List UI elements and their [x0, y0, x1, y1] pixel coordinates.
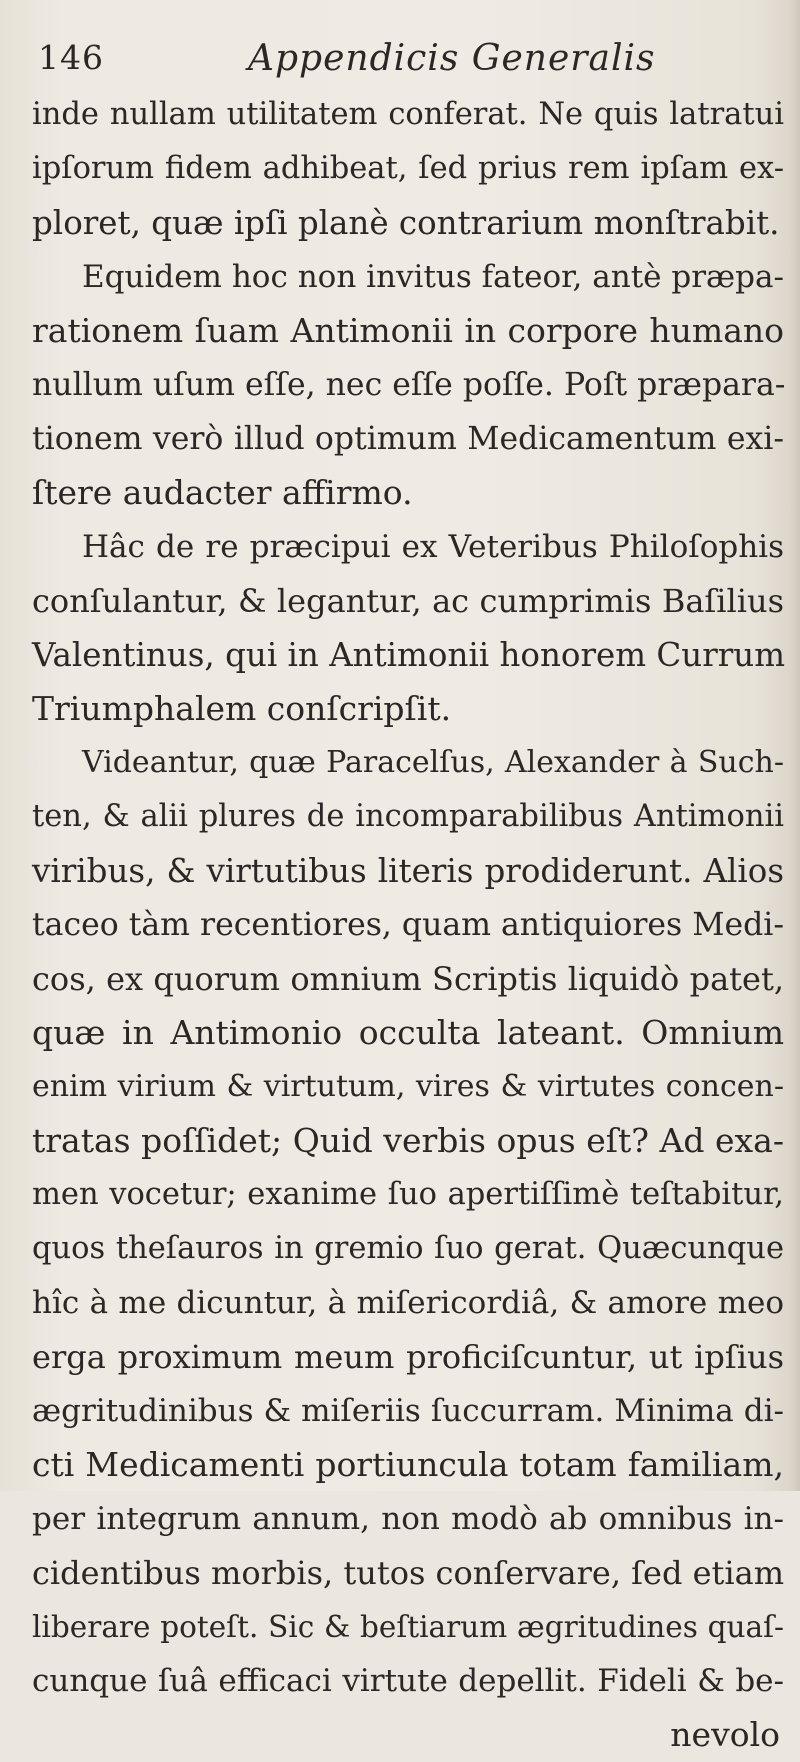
text-line: cti Medicamenti portiuncula totam familiam, [32, 1445, 784, 1484]
text-line: liberare poteſt. Sic & beſtiarum ægritudines quaſ- [32, 1610, 784, 1644]
text-line: nevolo [670, 1715, 780, 1754]
text-line: ten, & alii plures de incomparabilibus Antimonii [32, 799, 784, 834]
text-line: ſtere audacter affirmo. [32, 473, 413, 512]
text-line: Hâc de re præcipui ex Veteribus Philoſophis [82, 529, 784, 565]
text-line: tionem verò illud optimum Medicamentum exi- [32, 421, 784, 457]
text-line: Equidem hoc non invitus fateor, antè præpa- [82, 259, 784, 295]
text-line: hîc à me dicuntur, à miſericordiâ, & amore meo [32, 1285, 784, 1321]
running-head: Appendicis Generalis [248, 38, 656, 79]
text-line: taceo tàm recentiores, quam antiquiores Medi- [32, 907, 784, 943]
text-line: inde nullam utilitatem conferat. Ne quis latratui [32, 97, 784, 132]
body-text [32, 88, 784, 1762]
text-line: cunque ſuâ efficaci virtute depellit. Fideli & be- [32, 1663, 784, 1699]
text-line: ploret, quæ ipſi planè contrarium monſtrabit. [32, 204, 780, 242]
text-line: tratas poſſidet; Quid verbis opus eſt? Ad exa- [32, 1121, 784, 1160]
text-line: cidentibus morbis, tutos conſervare, ſed etiam [32, 1554, 785, 1592]
text-line: Videantur, quæ Paracelſus, Alexander à Such- [82, 745, 784, 780]
page-edge-shadow [790, 0, 800, 1491]
text-line: per integrum annum, non modò ab omnibus in- [32, 1501, 784, 1537]
text-line: ipſorum fidem adhibeat, ſed prius rem ipſam ex- [32, 151, 784, 186]
text-line: cos, ex quorum omnium Scriptis liquidò patet, [32, 960, 784, 998]
text-line: erga proximum meum proficiſcuntur, ut ipſius [32, 1338, 784, 1376]
text-line: nullum uſum eſſe, nec eſſe poſſe. Poſt præpara- [32, 367, 786, 403]
text-line: quæ in Antimonio occulta lateant. Omnium [32, 1013, 784, 1052]
page-header [38, 38, 770, 88]
text-line: quos theſauros in gremio ſuo gerat. Quæcunque [32, 1231, 784, 1266]
text-line: Valentinus, qui in Antimonii honorem Currum [32, 636, 786, 674]
text-line: conſulantur, & legantur, ac cumprimis Baſilius [32, 582, 784, 620]
text-line: viribus, & virtutibus literis prodiderunt. Alios [32, 852, 784, 890]
text-line: rationem ſuam Antimonii in corpore humano [32, 311, 784, 350]
text-line: enim virium & virtutum, vires & virtutes concen- [32, 1069, 784, 1104]
text-line: ægritudinibus & miſeriis ſuccurram. Minima di- [32, 1393, 784, 1429]
page-number: 146 [38, 38, 104, 77]
text-line: Triumphalem conſcripſit. [32, 689, 452, 728]
text-line: men vocetur; exanime ſuo apertiſſimè teſtabitur, [32, 1177, 784, 1212]
